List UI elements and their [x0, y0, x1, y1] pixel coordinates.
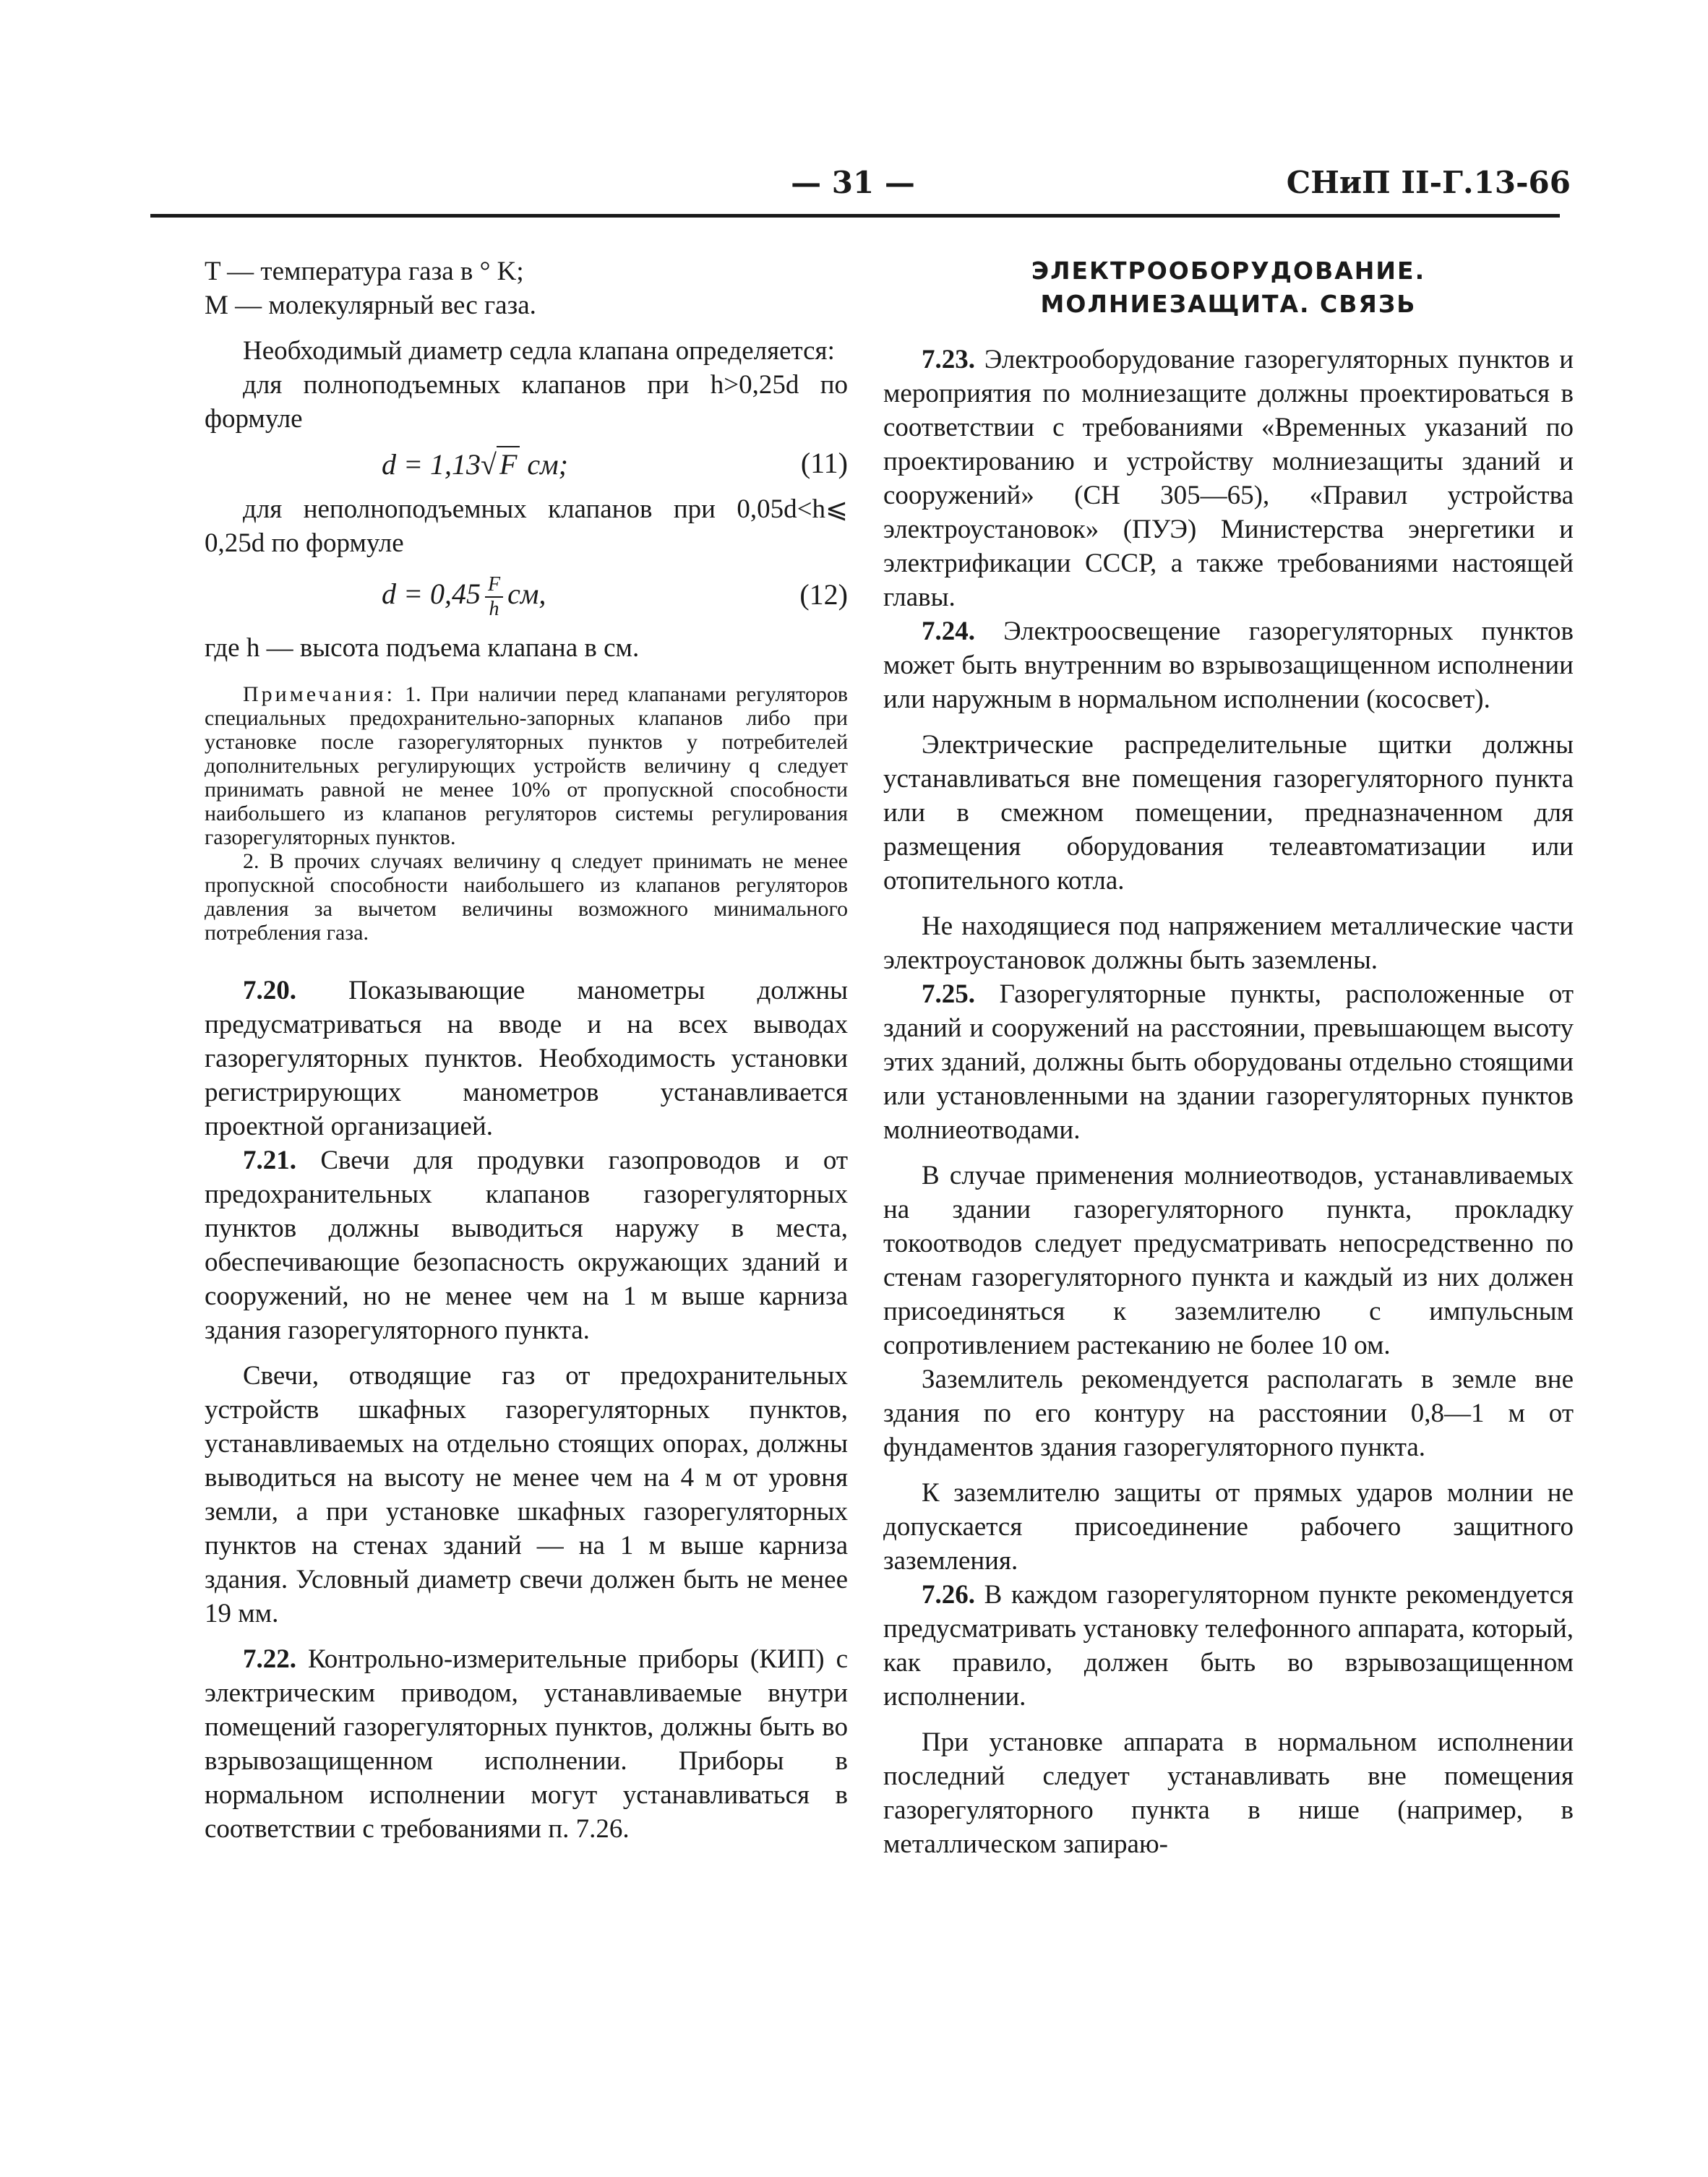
section-number-7-26: 7.26. — [922, 1580, 975, 1610]
paragraph-7-24-c: Не находящиеся под напряжением металлические части электроустановок должны быть заземлены. — [883, 911, 1574, 975]
definitions — [205, 254, 848, 322]
section-number-7-21: 7.21. — [243, 1146, 296, 1175]
paragraph-7-23-text: Электрооборудование газорегуляторных пунктов и мероприятия по молниезащите должны проектироваться в соответствии с требованиями «Временных указаний по проектированию и устройству молниезащиты зданий и сооружений» (СН 305—65), «Правил устройства электроустановок» (ПУЭ) Министерства энергетики и электрификации СССР, а также требованиями настоящей главы. — [883, 345, 1574, 612]
document-code: СНиП II-Г.13-66 — [1286, 165, 1571, 200]
section-number-7-25: 7.25. — [922, 979, 975, 1009]
definition-M: M — молекулярный вес газа. — [205, 291, 536, 320]
section-number-7-24: 7.24. — [922, 617, 975, 646]
formula-12-fraction — [485, 573, 503, 621]
paragraph-7-25-d: К заземлителю защиты от прямых ударов молнии не допускается присоединение рабочего защитного заземления. — [883, 1478, 1574, 1576]
paragraph-where-h: где h — высота подъема клапана в см. — [205, 633, 640, 663]
note-2: 2. В прочих случаях величину q следует принимать не менее пропускной способности наибольшего из клапанов регуляторов давления за вычетом величины возможного минимального потребления газа. — [205, 849, 848, 945]
paragraph-7-25-b: В случае применения молниеотводов, устанавливаемых на здании газорегуляторного пункта, прокладку токоотводов следует предусматривать непосредственно по стенам газорегуляторного пункта и каждый из них должен присоединяться к заземлителю с импульсным сопротивлением растеканию не более 10 ом. — [883, 1161, 1574, 1360]
formula-11-expression — [382, 446, 568, 481]
formula-12-number: (12) — [799, 578, 848, 611]
paragraph-partial-lift: для неполноподъемных клапанов при 0,05d<h⩽ 0,25d по формуле — [205, 494, 848, 558]
formula-12-unit: см, — [507, 577, 546, 611]
section-number-7-20: 7.20. — [243, 976, 296, 1005]
paragraph-7-21 — [205, 1143, 848, 1347]
formula-12-lhs: d = 0,45 — [382, 577, 481, 611]
paragraph-7-21-text: Свечи для продувки газопроводов и от предохранительных клапанов газорегуляторных пунктов должны выводиться наружу в места, обеспечивающие безопасность окружающих зданий и сооружений, но не менее чем на 1 м выше карниза здания газорегуляторного пункта. — [205, 1146, 849, 1345]
paragraph-7-25-text: Газорегуляторные пункты, расположенные от зданий и сооружений на расстоянии, превышающем высоту этих зданий, должны быть оборудованы отдельно стоящими или установленными на здании газорегуляторных пунктов молниеотводами. — [883, 979, 1574, 1145]
section-heading — [883, 254, 1574, 321]
definition-T: T — температура газа в ° K; — [205, 257, 524, 286]
formula-12-expression — [382, 573, 546, 621]
paragraph-7-24 — [883, 614, 1574, 716]
paragraph-7-26-text: В каждом газорегуляторном пункте рекомендуется предусматривать установку телефонного аппарата, который, как правило, должен быть во взрывозащищенном исполнении. — [883, 1580, 1574, 1712]
paragraph-7-25-c: Заземлитель рекомендуется располагать в земле вне здания по его контуру на расстоянии 0,8—1 м от фундаментов здания газорегуляторного пункта. — [883, 1365, 1574, 1462]
paragraph-7-26-b: При установке аппарата в нормальном исполнении последний следует устанавливать вне помещения газорегуляторного пункта в нише (например, в металлическом запираю- — [883, 1727, 1574, 1859]
section-number-7-22: 7.22. — [243, 1644, 296, 1674]
header-rule — [150, 214, 1560, 218]
right-column — [883, 254, 1574, 1861]
paragraph-7-24-text: Электроосвещение газорегуляторных пунктов может быть внутренним во взрывозащищенном исполнении или наружным в нормальном исполнении (кососвет). — [883, 617, 1574, 714]
paragraph-7-26 — [883, 1578, 1574, 1714]
paragraph-7-23 — [883, 343, 1574, 614]
paragraph-7-22-text: Контрольно-измерительные приборы (КИП) с электрическим приводом, устанавливаемые внутри помещений газорегуляторных пунктов, должны быть во взрывозащищенном исполнении. Приборы в нормальном исполнении могут устанавливаться в соответствии с требованиями п. 7.26. — [205, 1644, 848, 1844]
paragraph-7-24-b: Электрические распределительные щитки должны устанавливаться вне помещения газорегуляторного пункта или в смежном помещении, предназначенном для размещения оборудования телеавтоматизации или отопительного котла. — [883, 730, 1574, 896]
heading-line-1: ЭЛЕКТРООБОРУДОВАНИЕ. — [1031, 257, 1426, 285]
paragraph-7-20 — [205, 974, 848, 1143]
radical-sign: √ — [481, 448, 497, 481]
note-1-text: 1. При наличии перед клапанами регуляторов специальных предохранительно-запорных клапанов либо при установке после газорегуляторных пунктов у потребителей дополнительных регулирующих устройств величину q следует принимать равной не менее 10% от пропускной способности наибольшего из клапанов регуляторов системы регулирования газорегуляторных пунктов. — [205, 682, 849, 849]
formula-11-radicand: F — [497, 446, 520, 481]
paragraph-7-22 — [205, 1642, 848, 1846]
formula-11-lhs: d = 1,13 — [382, 448, 481, 481]
note-1 — [205, 682, 848, 849]
paragraph-7-20-text: Показывающие манометры должны предусматриваться на вводе и на всех выводах газорегуляторных пунктов. Необходимость установки регистрирующих манометров устанавливается проектной организацией. — [205, 976, 848, 1141]
formula-11 — [205, 443, 848, 486]
left-column — [205, 254, 848, 1846]
page-number: — 31 — — [791, 165, 915, 200]
section-number-7-23: 7.23. — [922, 345, 975, 374]
formula-12 — [205, 567, 848, 625]
paragraph-7-21-b: Свечи, отводящие газ от предохранительных устройств шкафных газорегуляторных пунктов, устанавливаемых на отдельно стоящих опорах, должны выводиться на высоту не менее чем на 4 м от уровня земли, а при установке шкафных газорегуляторных пунктов на стенах зданий — на 1 м выше карниза здания. Условный диаметр свечи должен быть не менее 19 мм. — [205, 1361, 848, 1628]
notes-label: Примечания: — [243, 682, 395, 706]
paragraph-full-lift: для полноподъемных клапанов при h>0,25d по формуле — [205, 370, 848, 434]
paragraph-7-25 — [883, 977, 1574, 1147]
notes-block — [205, 682, 848, 945]
fraction-numerator: F — [485, 573, 503, 598]
formula-11-number: (11) — [800, 447, 848, 479]
fraction-denominator: h — [489, 598, 499, 620]
paragraph-intro: Необходимый диаметр седла клапана определяется: — [243, 336, 835, 366]
formula-11-unit: см; — [527, 448, 568, 481]
heading-line-2: МОЛНИЕЗАЩИТА. СВЯЗЬ — [1040, 290, 1417, 318]
